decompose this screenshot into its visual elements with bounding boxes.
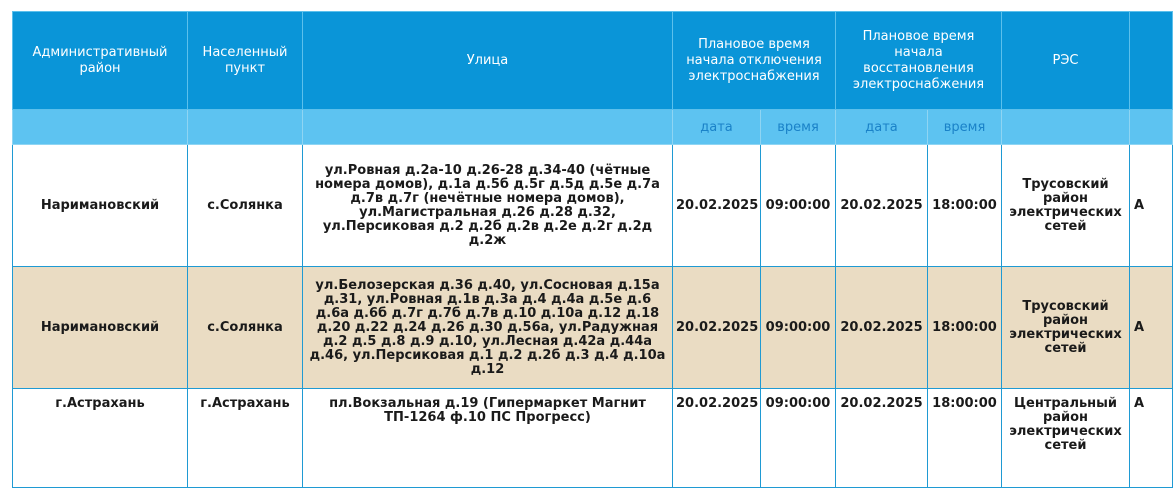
subheader-empty-res [1002,110,1130,145]
header-row [13,12,1173,110]
cell-street: пл.Вокзальная д.19 (Гипермаркет Магнит ТП-1264 ф.10 ПС Прогресс) [303,389,673,488]
cell-off-date: 20.02.2025 [673,145,761,267]
subheader-empty-district [13,110,188,145]
cell-off-time: 09:00:00 [761,145,836,267]
cell-on-time: 18:00:00 [928,145,1002,267]
subheader-empty-locality [188,110,303,145]
cell-district: Наримановский [13,267,188,389]
header-street: Улица [303,12,673,110]
cell-next: А [1130,145,1173,267]
cell-street: ул.Ровная д.2а-10 д.26-28 д.34-40 (чётные номера домов), д.1а д.5б д.5г д.5д д.5е д.7а д.7в д.7г (нечётные номера домов), ул.Магистральная д.26 д.28 д.32, ул.Персиковая д.2 д.2б д.2в д.2е д.2г д.2д д.2ж [303,145,673,267]
cell-res: Трусовский район электрических сетей [1002,267,1130,389]
header-locality: Населенный пункт [188,12,303,110]
cell-locality: с.Солянка [188,145,303,267]
cell-off-time: 09:00:00 [761,267,836,389]
cell-street: ул.Белозерская д.36 д.40, ул.Сосновая д.15а д.31, ул.Ровная д.1в д.3а д.4 д.4а д.5е д.6 д.6а д.6б д.7г д.7б д.7в д.10 д.10а д.12 д.18 д.20 д.22 д.24 д.26 д.30 д.56а, ул.Радужная д.2 д.5 д.8 д.9 д.10, ул.Лесная д.42а д.44а д.46, ул.Персиковая д.1 д.2 д.2б д.3 д.4 д.10а д.12 [303,267,673,389]
cell-on-date: 20.02.2025 [836,267,928,389]
header-next-column [1130,12,1173,110]
cell-res: Центральный район электрических сетей [1002,389,1130,488]
outage-schedule-table [12,11,1173,488]
table-row [13,267,1173,389]
cell-next: А [1130,267,1173,389]
cell-res: Трусовский район электрических сетей [1002,145,1130,267]
cell-district: г.Астрахань [13,389,188,488]
cell-off-date: 20.02.2025 [673,267,761,389]
subheader-off-date: дата [673,110,761,145]
subheader-empty-next [1130,110,1173,145]
cell-off-date: 20.02.2025 [673,389,761,488]
header-on-time: Плановое время начала восстановления электроснабжения [836,12,1002,110]
table-row [13,389,1173,488]
cell-on-date: 20.02.2025 [836,145,928,267]
cell-on-time: 18:00:00 [928,267,1002,389]
subheader-on-date: дата [836,110,928,145]
cell-on-time: 18:00:00 [928,389,1002,488]
cell-next: А [1130,389,1173,488]
header-res: РЭС [1002,12,1130,110]
subheader-off-time: время [761,110,836,145]
subheader-on-time: время [928,110,1002,145]
table-row [13,145,1173,267]
header-district: Административный район [13,12,188,110]
subheader-row [13,110,1173,145]
subheader-empty-street [303,110,673,145]
cell-district: Наримановский [13,145,188,267]
cell-on-date: 20.02.2025 [836,389,928,488]
cell-locality: с.Солянка [188,267,303,389]
cell-locality: г.Астрахань [188,389,303,488]
cell-off-time: 09:00:00 [761,389,836,488]
header-off-time: Плановое время начала отключения электроснабжения [673,12,836,110]
outage-table-container [12,11,1145,463]
